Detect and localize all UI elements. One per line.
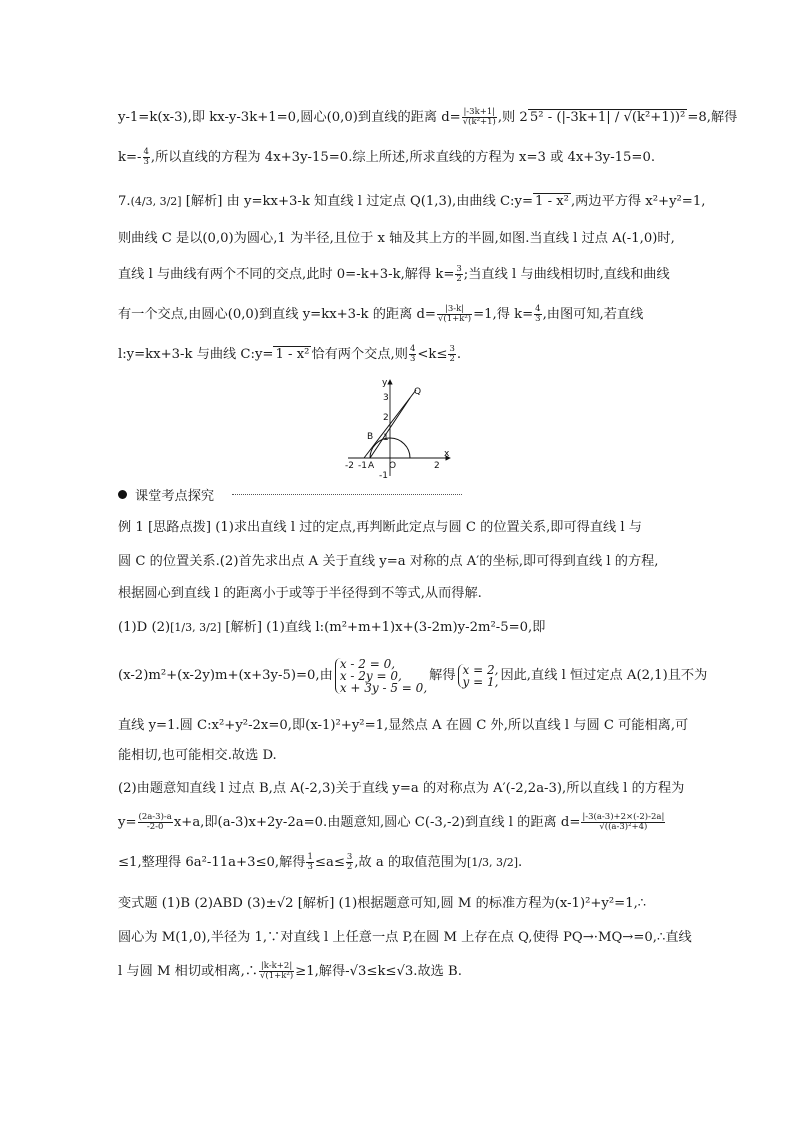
example-1-line-10 [118,853,522,873]
solution-line-7 [118,345,461,365]
text-segment: k=- [118,150,142,165]
solution-system: x = 2, y = 1, [458,664,499,688]
example-1-answer-line [118,618,545,638]
semicircle-line-figure [338,376,458,480]
text-segment: [解析] (1)直线 l:(m²+m+1)x+(3-2m)y-2m²-5=0,即 [225,620,546,635]
problem-number: 7. [118,194,131,209]
text-segment: ,由图可知,若直线 [542,307,644,322]
fraction: $\frac{3}{2}$ [346,852,353,872]
fraction: $\frac{|k-k+2|}{\text{√(1+k²)}}$ [260,961,294,981]
text-segment: . [518,855,523,870]
text-segment: ,故 a 的取值范围为 [354,855,468,870]
answer-interval: [1/3, 3/2] [467,856,519,869]
text-segment: 直线 l 与曲线有两个不同的交点,此时 0=-k+3-k,解得 k= [118,267,455,282]
x-tick-label: -1 [358,461,367,471]
example-1-line-2: 圆 C 的位置关系.(2)首先求出点 A 关于直线 y=a 对称的点 A′的坐标,即可得到直线 l 的方程, [118,554,659,569]
answer-interval: (4/3, 3/2] [130,195,182,208]
point-label-q: Q [414,387,422,397]
fraction: $\frac{3}{2}$ [456,264,462,284]
fraction: $\frac{|-3(a-3)+2\times(-2)-2a|}{\text{√((a-3)²+4)}}$ [582,812,665,832]
y-tick-label: -1 [379,471,388,480]
fraction: $\frac{4}{3}$ [535,304,541,324]
text-segment: l:y=kx+3-k 与曲线 C:y= [118,347,274,362]
text-segment: =8,解得 [687,110,738,125]
text-segment: . [456,347,462,362]
text-segment: ,两边平方得 x²+y²=1, [570,194,706,209]
point-label-a: A [368,461,375,471]
text-segment: l 与圆 M 相切或相离,∴ [118,964,258,979]
text-segment: ≤a≤ [314,855,345,870]
y-tick-label: 1 [383,433,389,443]
section-title: 课堂考点探究 [135,489,215,504]
fraction: $\frac{4}{3}$ [409,344,416,364]
example-1-system-line [118,656,707,696]
solution-line-2 [118,148,655,168]
solution-line-5 [118,265,670,285]
text-segment: ≥1,解得-√3≤k≤√3.故选 B. [295,964,462,979]
section-heading [118,485,214,504]
text-segment: x+a,即(a-3)x+2y-2a=0.由题意知,圆心 C(-3,-2)到直线 l 的距离 d= [173,815,581,830]
x-tick-label: -2 [345,461,354,471]
fraction: $\frac{3}{2}$ [449,344,455,364]
point-label-b: B [367,432,374,442]
fraction: $\frac{|3-k|}{\text{√(1+k²)}}$ [437,304,472,324]
solution-line-4: 则曲线 C 是以(0,0)为圆心,1 为半径,且位于 x 轴及其上方的半圆,如图.当直线 l 过点 A(-1,0)时, [118,231,675,246]
text-segment: (x-2)m²+(x-2y)m+(x+3y-5)=0,由 [118,668,333,683]
fraction: $\frac{4}{3}$ [143,147,149,167]
text-segment: ,则 2 [497,110,528,125]
radical-expression: 1 - x² [535,194,569,209]
answer-interval: [1/3, 3/2] [170,621,222,634]
solution-line-6 [118,305,643,325]
radical-expression: 5² - (|-3k+1| / √(k²+1))² [529,110,686,125]
example-1-line-6: 直线 y=1.圆 C:x²+y²-2x=0,即(x-1)²+y²=1,显然点 A 在圆 C 外,所以直线 l 与圆 C 可能相离,可 [118,718,689,733]
example-1-line-7: 能相切,也可能相交.故选 D. [118,748,277,763]
variant-line-3 [118,962,462,982]
example-1-line-1: 例 1 [思路点拨] (1)求出直线 l 过的定点,再判断此定点与圆 C 的位置关系,即可得直线 l 与 [118,520,642,535]
variant-line-1: 变式题 (1)B (2)ABD (3)±√2 [解析] (1)根据题意可知,圆 M 的标准方程为(x-1)²+y²=1,∴ [118,896,647,911]
y-tick-label: 3 [383,393,389,403]
text-segment: [解析] 由 y=kx+3-k 知直线 l 过定点 Q(1,3),由曲线 C:y= [185,194,533,209]
example-1-line-3: 根据圆心到直线 l 的距离小于或等于半径得到不等式,从而得解. [118,586,482,601]
text-segment: y= [118,815,137,830]
fraction: $\frac{1}{3}$ [307,852,313,872]
text-segment: 因此,直线 l 恒过定点 A(2,1)且不为 [500,668,708,683]
text-segment: (1)D (2) [118,620,171,635]
y-tick-label: 2 [383,413,389,423]
text-segment: 解得 [429,668,456,683]
text-segment: ;当直线 l 与曲线相切时,直线和曲线 [463,267,670,282]
dotted-rule [232,494,462,495]
radical-expression: 1 - x² [275,347,310,362]
equation-system: x - 2 = 0, x - 2y = 0, x + 3y - 5 = 0, [335,658,427,694]
solution-line-1 [118,108,737,128]
example-1-line-8: (2)由题意知直线 l 过点 B,点 A(-2,3)关于直线 y=a 的对称点为 A′(-2,2a-3),所以直线 l 的方程为 [118,781,685,796]
text-segment: =1,得 k= [473,307,534,322]
text-segment: ≤1,整理得 6a²-11a+3≤0,解得 [118,855,306,870]
text-segment: y-1=k(x-3),即 kx-y-3k+1=0,圆心(0,0)到直线的距离 d= [118,110,461,125]
x-axis-label: x [444,449,450,459]
variant-line-2: 圆心为 M(1,0),半径为 1,∵对直线 l 上任意一点 P,在圆 M 上存在点 Q,使得 PQ→·MQ→=0,∴直线 [118,930,692,945]
bullet-icon [118,490,127,499]
y-axis-label: y [382,378,388,388]
example-1-line-9 [118,813,666,833]
problem-7-line [118,192,705,212]
text-segment: <k≤ [417,347,448,362]
text-segment: 恰有两个交点,则 [311,347,408,362]
x-tick-label: 2 [434,461,440,471]
origin-label: O [389,461,397,471]
fraction: $\frac{|-3k+1|}{\text{√(k²+1)}}$ [462,107,496,127]
text-segment: 有一个交点,由圆心(0,0)到直线 y=kx+3-k 的距离 d= [118,307,436,322]
text-segment: ,所以直线的方程为 4x+3y-15=0.综上所述,所求直线的方程为 x=3 或 4x+3y-15=0. [150,150,656,165]
fraction: $\frac{(2a-3)-a}{-2-0}$ [138,812,172,832]
